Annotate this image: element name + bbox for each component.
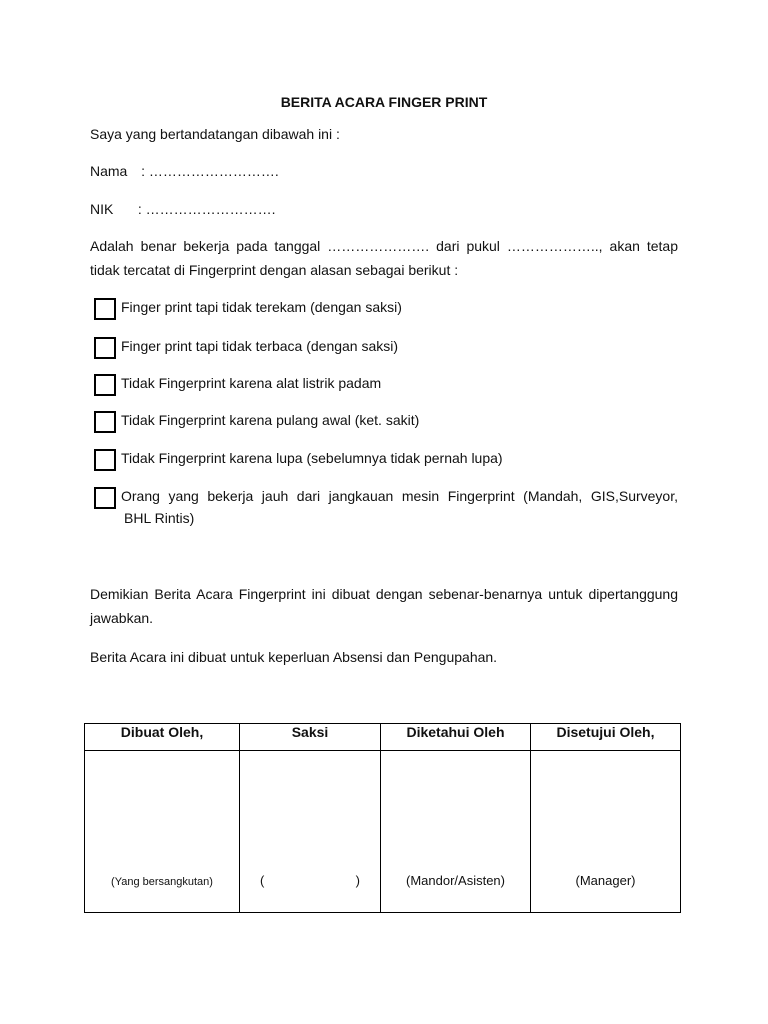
role-label: (Yang bersangkutan) — [111, 876, 213, 888]
close-paren: ) — [355, 873, 360, 888]
option-label: Tidak Fingerprint karena lupa (sebelumnya tidak pernah lupa) — [121, 450, 503, 466]
nama-field — [90, 163, 279, 179]
option-label: Orang yang bekerja jauh dari jangkauan mesin Fingerprint (Mandah, GIS,Surveyor, — [121, 488, 678, 504]
nik-field — [90, 201, 276, 217]
checkbox[interactable] — [94, 411, 116, 433]
option-label: Tidak Fingerprint karena pulang awal (ket. sakit) — [121, 412, 420, 428]
option-label: Tidak Fingerprint karena alat listrik padam — [121, 375, 382, 391]
nik-value: : ………………………. — [137, 201, 276, 217]
option-label: Finger print tapi tidak terekam (dengan saksi) — [121, 299, 402, 315]
nama-value: : ………………………. — [141, 163, 279, 179]
signature-cell-mandor[interactable] — [381, 751, 531, 913]
signature-cell-yang-bersangkutan[interactable] — [85, 751, 240, 913]
header-disetujui-oleh: Disetujui Oleh, — [531, 724, 681, 751]
signature-cell-saksi[interactable] — [240, 751, 381, 913]
checkbox[interactable] — [94, 449, 116, 471]
document-title: BERITA ACARA FINGER PRINT — [280, 94, 488, 110]
header-saksi: Saksi — [240, 724, 381, 751]
checkbox[interactable] — [94, 298, 116, 320]
statement-text: Adalah benar bekerja pada tanggal …………………. dari pukul ……………….., akan tetap tidak tercatat di Fingerprint dengan alasan sebagai berikut : — [90, 238, 678, 278]
checkbox[interactable] — [94, 374, 116, 396]
closing-text-2: Berita Acara ini dibuat untuk keperluan Absensi dan Pengupahan. — [90, 649, 498, 665]
nik-label: NIK — [90, 201, 114, 217]
checkbox[interactable] — [94, 487, 116, 509]
signature-cell-manager[interactable] — [531, 751, 681, 913]
open-paren: ( — [260, 873, 265, 888]
role-label: (Manager) — [575, 873, 636, 888]
role-label: (Mandor/Asisten) — [406, 873, 505, 888]
header-dibuat-oleh: Dibuat Oleh, — [85, 724, 240, 751]
option-label: Finger print tapi tidak terbaca (dengan saksi) — [121, 338, 399, 354]
nama-label: Nama — [90, 163, 128, 179]
checkbox[interactable] — [94, 337, 116, 359]
option-label-continued: BHL Rintis) — [124, 510, 195, 526]
role-label — [260, 873, 360, 888]
signature-table — [84, 723, 681, 913]
intro-text: Saya yang bertandatangan dibawah ini : — [90, 126, 340, 142]
closing-text-1: Demikian Berita Acara Fingerprint ini dibuat dengan sebenar-benarnya untuk dipertanggung jawabkan. — [90, 586, 678, 626]
table-row — [85, 751, 681, 913]
header-diketahui-oleh: Diketahui Oleh — [381, 724, 531, 751]
table-header-row — [85, 724, 681, 751]
